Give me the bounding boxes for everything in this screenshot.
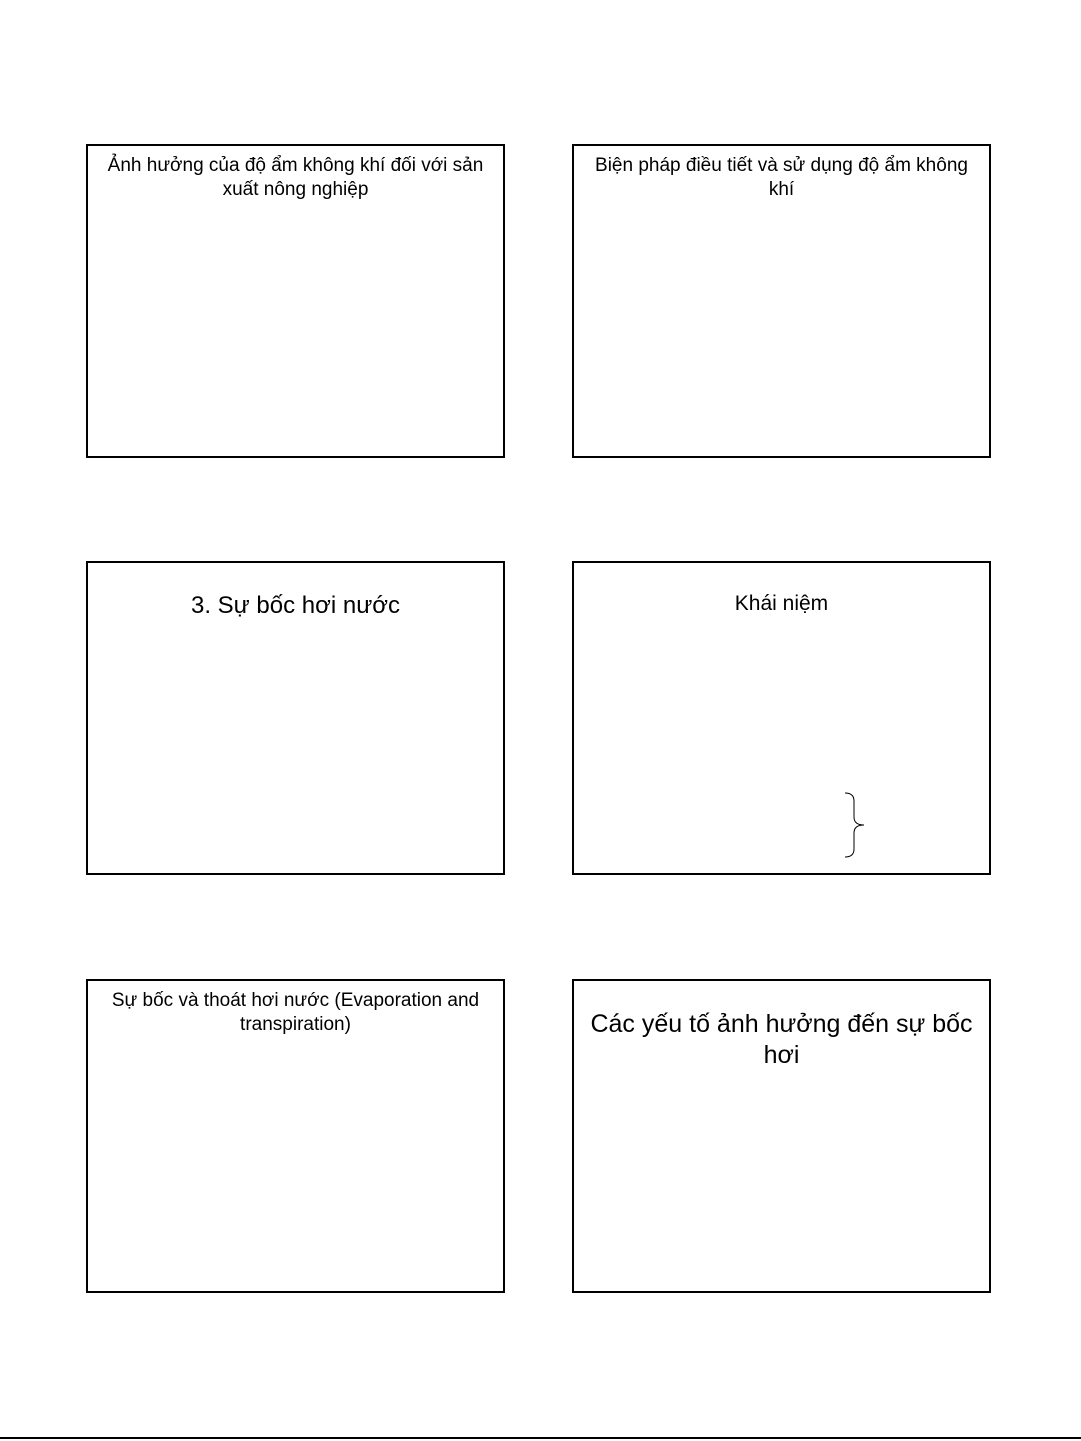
- slide-title: Ảnh hưởng của độ ẩm không khí đối với sản xuất nông nghiệp: [107, 155, 484, 200]
- slide-thumbnail-4: [572, 561, 991, 875]
- slide-thumbnail-1: [86, 144, 505, 458]
- slide-title: Khái niệm: [734, 592, 829, 615]
- slide-thumbnail-3: [86, 561, 505, 875]
- page-bottom-rule: [0, 1437, 1081, 1439]
- slide-thumbnail-2: [572, 144, 991, 458]
- slide-thumbnail-5: [86, 979, 505, 1293]
- curly-brace-icon: [842, 791, 868, 859]
- slide-title: Biện pháp điều tiết và sử dụng độ ẩm không khí: [595, 155, 968, 200]
- slide-title: Sự bốc và thoát hơi nước (Evaporation and transpiration): [111, 990, 480, 1035]
- slide-title: Các yếu tố ảnh hưởng đến sự bốc hơi: [590, 1010, 973, 1070]
- slide-thumbnail-6: [572, 979, 991, 1293]
- slide-title: 3. Sự bốc hơi nước: [190, 592, 401, 619]
